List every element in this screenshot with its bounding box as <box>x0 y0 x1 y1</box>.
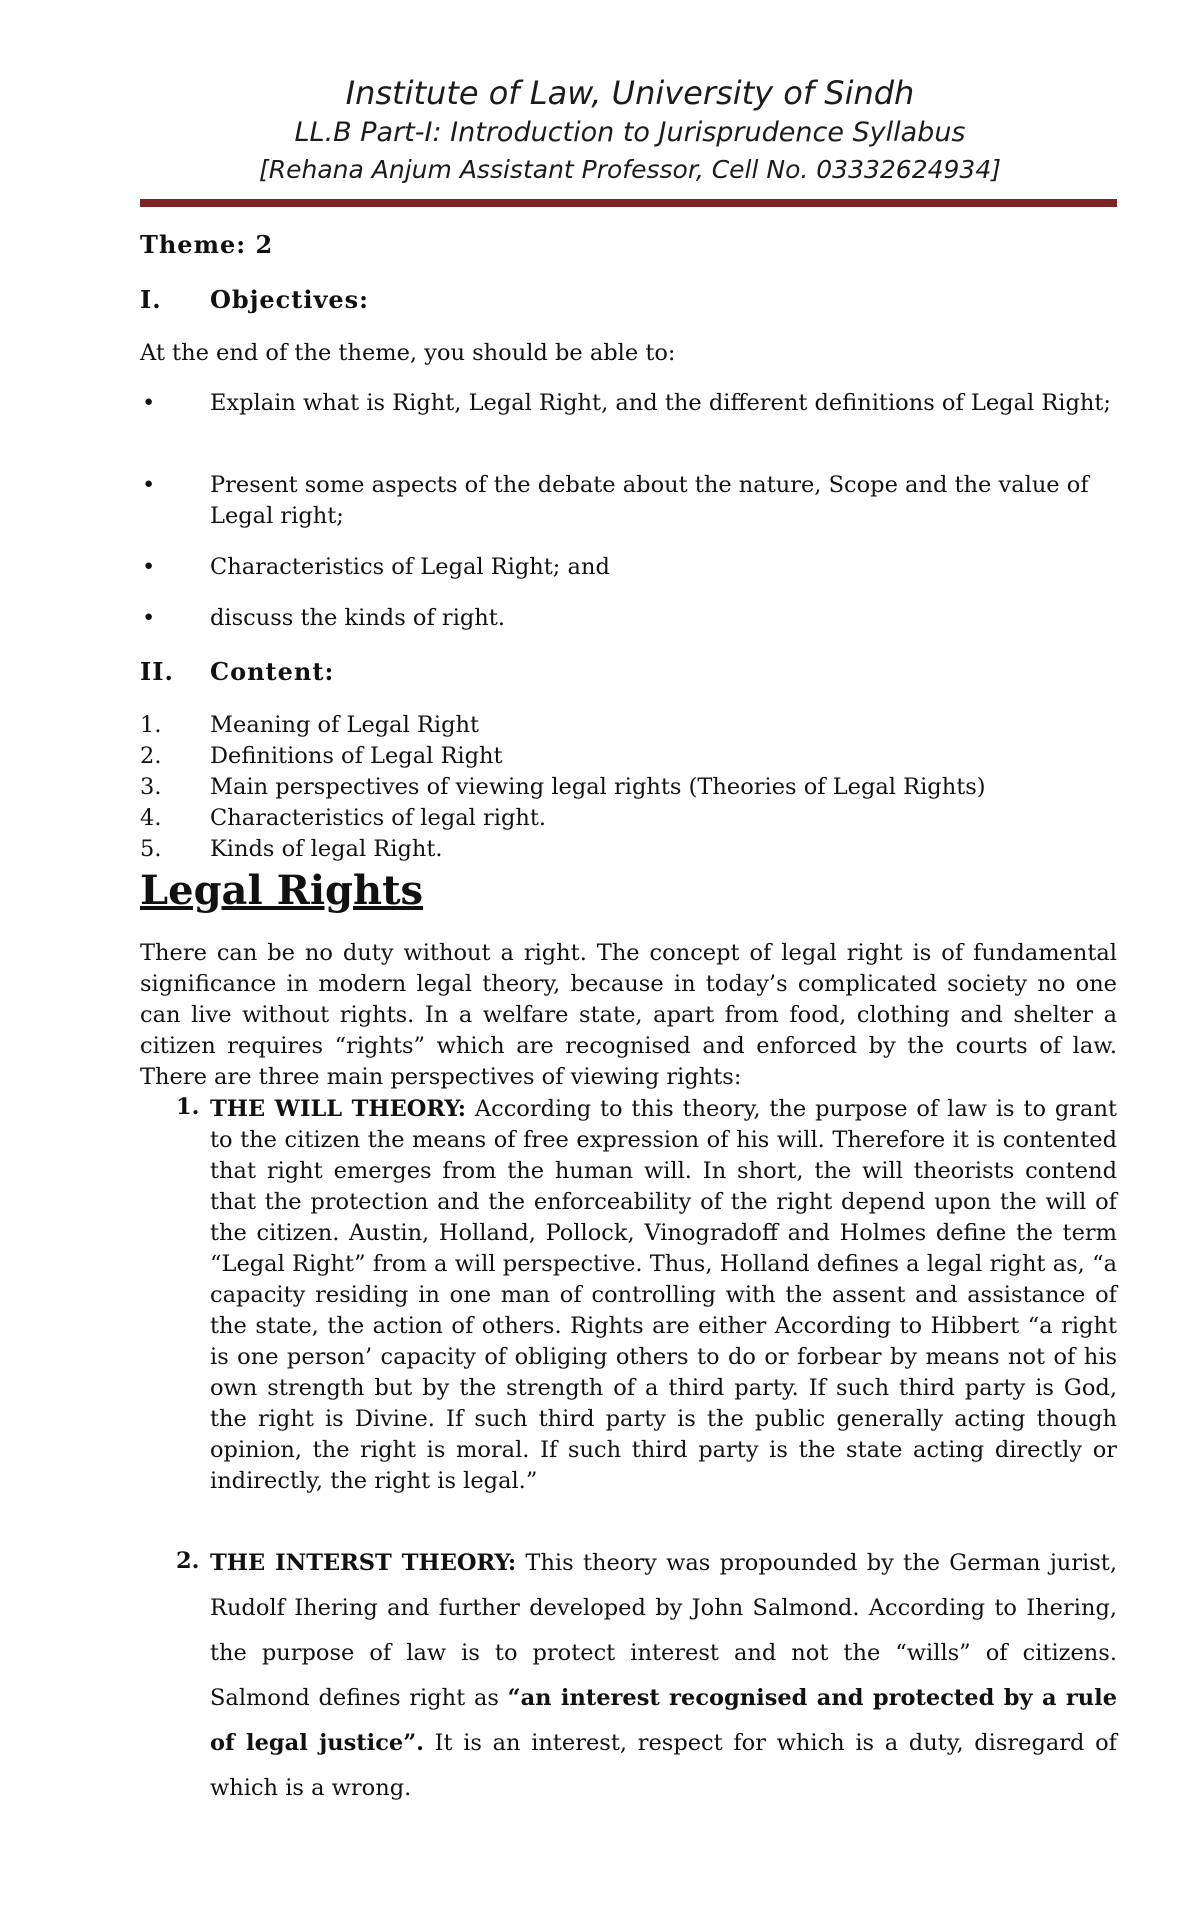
theme-label: Theme: 2 <box>140 230 274 259</box>
theory-name: THE INTERST THEORY: <box>210 1550 517 1576</box>
objective-text: discuss the kinds of right. <box>210 605 505 631</box>
list-text: Definitions of Legal Right <box>210 743 503 769</box>
bullet-icon: • <box>142 554 156 580</box>
intro-paragraph: There can be no duty without a right. The concept of legal right is of fundamental significance in modern legal theory, because in today’s complicated society no one can live without rights. In a welfare state, apart from food, clothing and shelter a citizen requires “rights” which are recognised and enforced by the courts of law. There are three main perspectives of viewing rights: <box>140 940 1117 1090</box>
objective-text: Present some aspects of the debate about the nature, Scope and the value of Legal right; <box>210 472 1089 529</box>
list-item <box>140 470 1120 532</box>
content-number: II. <box>140 657 174 686</box>
objective-text: Explain what is Right, Legal Right, and the different definitions of Legal Right; <box>210 390 1111 416</box>
section-title: Legal Rights <box>140 867 424 914</box>
list-number: 1. <box>140 712 162 738</box>
list-number: 5. <box>140 836 162 862</box>
header-institute: Institute of Law, University of Sindh <box>345 74 915 112</box>
header-divider <box>140 199 1117 207</box>
list-number: 3. <box>140 774 162 800</box>
list-item <box>140 741 1120 772</box>
list-item <box>140 388 1120 419</box>
theory-text: This theory was propounded by the German jurist, Rudolf Ihering and further developed by John Salmond. According to Ihering, the purpose of law is to protect interest and not the “wills” of citizens. Salmond defines right as <box>210 1550 1117 1711</box>
list-text: Main perspectives of viewing legal rights (Theories of Legal Rights) <box>210 774 986 800</box>
list-number: 2. <box>140 743 162 769</box>
theory-name: THE WILL THEORY: <box>210 1096 466 1122</box>
objectives-intro: At the end of the theme, you should be able to: <box>140 340 676 366</box>
list-text: Kinds of legal Right. <box>210 836 443 862</box>
document-header <box>140 72 1120 188</box>
theory-text: According to this theory, the purpose of law is to grant to the citizen the means of free expression of his will. Therefore it is contented that right emerges from the human will. In short, the will theorists contend that the protection and the enforceability of the right depend upon the will of the citizen. Austin, Holland, Pollock, Vinogradoff and Holmes define the term “Legal Right” from a will perspective. Thus, Holland defines a legal right as, “a capacity residing in one man of controlling with the assent and assistance of the state, the action of others. Rights are either According to Hibbert “a right is one person’ capacity of obliging others to do or forbear by means not of his own strength but by the strength of a third party. If such third party is God, the right is Divine. If such third party is the public generally acting though opinion, the right is moral. If such third party is the state acting directly or indirectly, the right is legal.” <box>210 1096 1117 1494</box>
list-item <box>140 834 1120 865</box>
theory-number: 1. <box>176 1094 200 1120</box>
objective-text: Characteristics of Legal Right; and <box>210 554 610 580</box>
list-number: 4. <box>140 805 162 831</box>
list-item <box>140 552 1120 583</box>
theory-text: It is an interest, respect for which is a duty, disregard of which is a wrong. <box>210 1730 1117 1801</box>
list-item <box>140 772 1120 803</box>
content-heading <box>140 657 334 686</box>
objectives-title: Objectives: <box>210 285 370 314</box>
list-item <box>140 710 1120 741</box>
list-item <box>140 803 1120 834</box>
objectives-number: I. <box>140 285 162 314</box>
theory-paragraph <box>210 1094 1117 1497</box>
theory-item <box>140 1094 1117 1497</box>
objectives-heading <box>140 285 369 314</box>
theory-item <box>140 1541 1117 1811</box>
content-title: Content: <box>210 657 335 686</box>
header-course: LL.B Part-I: Introduction to Jurisprudence Syllabus <box>294 117 966 148</box>
bullet-icon: • <box>142 390 156 416</box>
bullet-icon: • <box>142 472 156 498</box>
salmond-definition-quote: “an interest recognised and protected by a rule of legal justice”. <box>210 1685 1118 1756</box>
list-text: Characteristics of legal right. <box>210 805 547 831</box>
theory-paragraph <box>210 1541 1117 1811</box>
list-text: Meaning of Legal Right <box>210 712 480 738</box>
bullet-icon: • <box>142 605 156 631</box>
header-instructor: [Rehana Anjum Assistant Professor, Cell No. 03332624934] <box>259 155 1001 184</box>
theory-number: 2. <box>176 1548 200 1574</box>
list-item <box>140 603 1120 634</box>
content-list <box>140 710 1120 865</box>
